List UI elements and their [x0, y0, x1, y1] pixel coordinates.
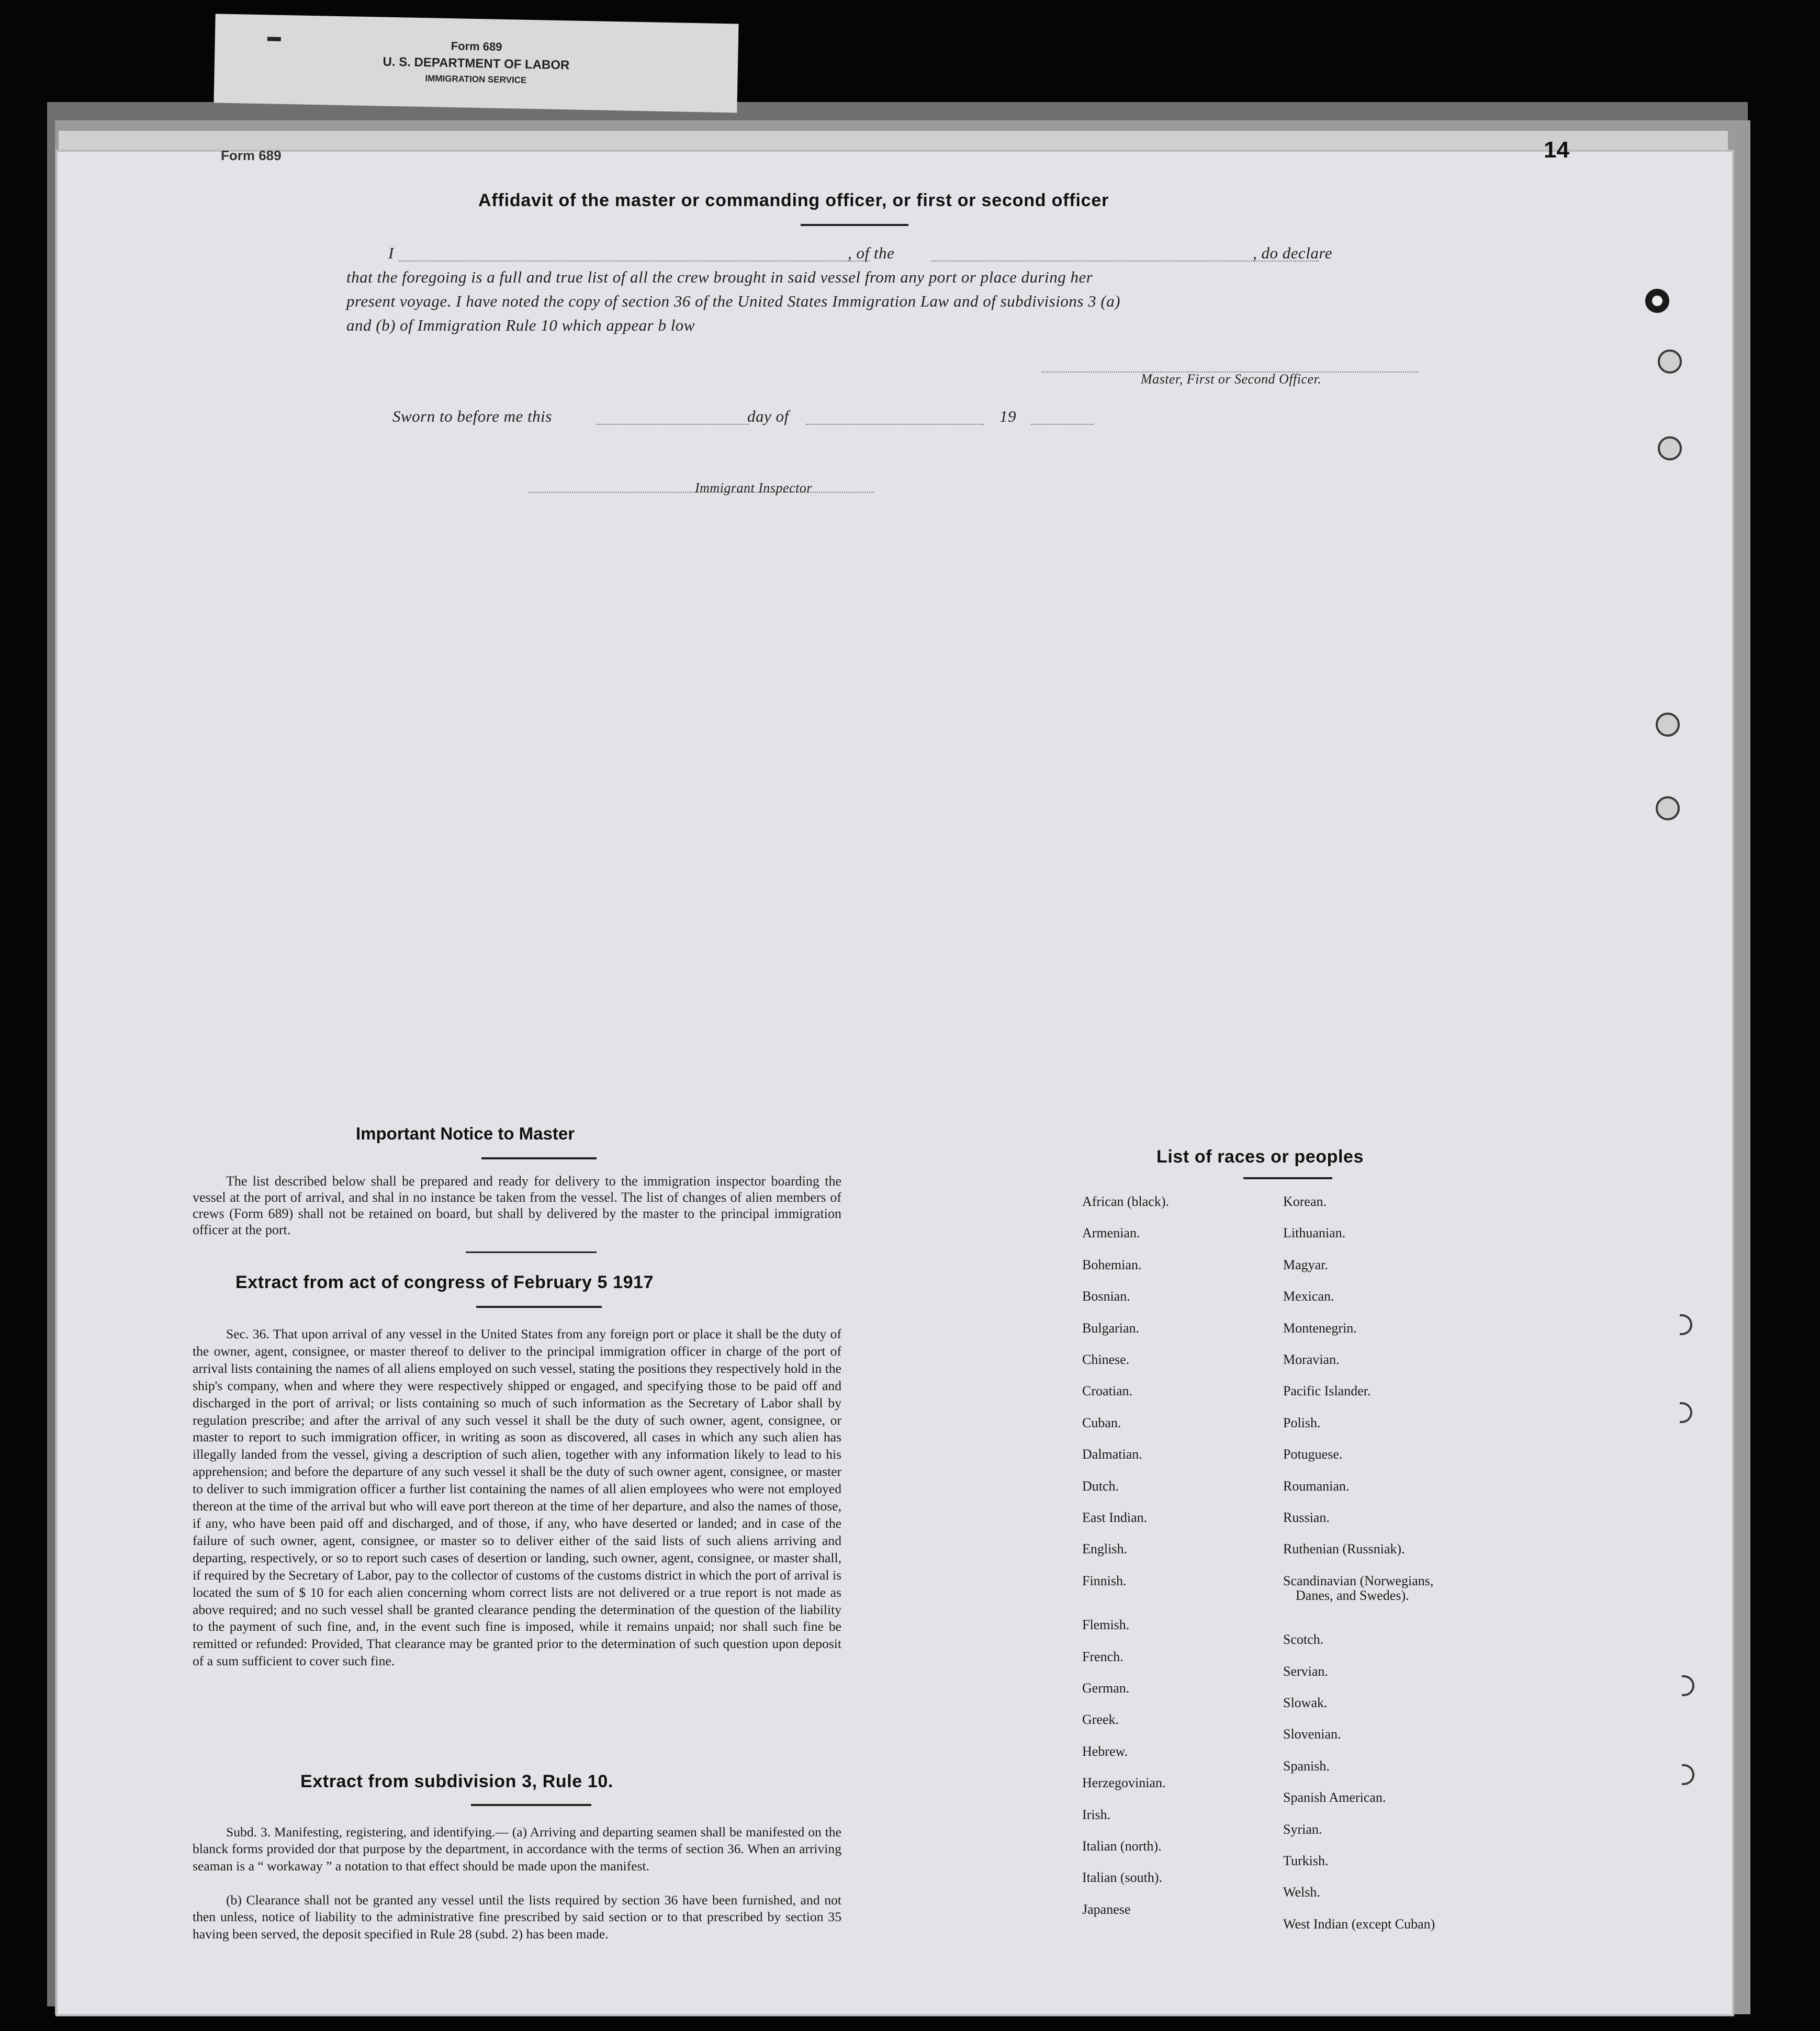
inspector-caption: Immigrant Inspector [695, 480, 812, 495]
punch-hole [1658, 436, 1682, 460]
race-item: Spanish American. [1283, 1790, 1386, 1806]
slip-form: Form 689 [451, 39, 502, 53]
race-item: Dutch. [1082, 1478, 1119, 1494]
race-item: Potuguese. [1283, 1447, 1343, 1462]
race-item: Dalmatian. [1082, 1447, 1142, 1462]
race-item: Pacific Islander. [1283, 1383, 1371, 1399]
races-title: List of races or peoples [1156, 1147, 1364, 1167]
race-item: Croatian. [1082, 1383, 1133, 1399]
sworn-month-blank[interactable] [806, 424, 984, 425]
form-number: Form 689 [221, 148, 282, 163]
race-item: Bohemian. [1082, 1257, 1142, 1272]
race-item: Armenian. [1082, 1225, 1140, 1241]
title-rule [801, 224, 908, 226]
act-rule [476, 1306, 602, 1308]
tab-notch [1682, 1764, 1694, 1785]
race-item: English. [1082, 1541, 1127, 1557]
race-item: Korean. [1283, 1194, 1327, 1209]
race-item: Russian. [1283, 1510, 1330, 1525]
affidavit-line-1: that the foregoing is a full and true list of all the crew brought in said vessel from any port or place during her [346, 268, 1093, 286]
race-item: Greek. [1082, 1712, 1119, 1728]
sworn-label: Sworn to before me this [392, 407, 552, 425]
day-of-label: day of [747, 407, 789, 425]
race-item: Irish. [1082, 1807, 1111, 1822]
affidavit-line-2: present voyage. I have noted the copy of section 36 of the United States Immigration Law and of subdivisions 3 (a) [346, 292, 1121, 310]
race-item: Roumanian. [1283, 1478, 1350, 1494]
act-text: Sec. 36. That upon arrival of any vessel in the United States from any foreign port or place it shall be the duty of the owner, agent, consignee, or master thereof to deliver to the principal immigration officer in charge of the port of arrival lists containing the names of all aliens employed on such vessel, stating the positions they respectively hold in the ship's company, when and where they were respectively shipped or engaged, and specifying those to be paid off and discharged in the port of arrival; or lists containing so much of such information as the Secretary of Labor shall by regulation prescribe; and after the arrival of any such vessel it shall be the duty of such owner, agent, consignee, or master to report to such immigration officer, in writing as soon as discovered, all cases in which any such alien has illegally landed from the vessel, giving a description of such alien, together with any information likely to lead to his apprehension; and before the departure of any such vessel it shall be the duty of such owner agent, consignee, or master to deliver to such immigration officer a further list containing the names of all alien employees who were not employed thereon at the time of the arrival but who will eave port thereon at the time of her departure, and also the names of those, if any, who have been paid off and discharged, and of those, if any, who have deserted or landed; and in case of the failure of such owner, agent, consignee, or master so to deliver either of the said lists of such aliens arriving and departing, respectively, or so to report such cases of desertion or landing, such owner, agent, consignee, or master shall, if required by the Secretary of Labor, pay to the collector of customs of the customs district in which the port of arrival is located the sum of $ 10 for each alien concerning whom correct lists are not delivered or a true report is not made as above required; and no such vessel shall be granted clearance pending the determination of the question of the liability to the payment of such fine, and, in the event such fine is imposed, while it remains unpaid; nor shall such fine be remitted or refunded: Provided, That clearance may be granted prior to the determination of such question upon deposit of a sum sufficient to cover such fine. [193, 1326, 841, 1669]
punch-hole [1656, 713, 1680, 737]
race-item: Herzegovinian. [1082, 1775, 1166, 1791]
race-item: French. [1082, 1649, 1124, 1664]
race-item: Slovenian. [1283, 1727, 1341, 1742]
race-item: Turkish. [1283, 1853, 1329, 1868]
affidavit-title: Affidavit of the master or commanding officer, or first or second officer [478, 190, 1109, 210]
race-item: Finnish. [1082, 1573, 1127, 1588]
act-title: Extract from act of congress of February 5 1917 [235, 1272, 654, 1292]
race-item: Chinese. [1082, 1352, 1130, 1367]
notice-bottom-rule [466, 1251, 597, 1253]
race-item: Moravian. [1283, 1352, 1340, 1367]
race-item: East Indian. [1082, 1510, 1148, 1525]
race-item: Bosnian. [1082, 1289, 1130, 1304]
corner-marks: 14 [1544, 137, 1569, 163]
race-item: Bulgarian. [1082, 1320, 1140, 1336]
affidavit-i: I [388, 244, 394, 262]
race-item: Welsh. [1283, 1885, 1320, 1900]
race-item: Japanese [1082, 1901, 1131, 1917]
sworn-day-blank[interactable] [597, 424, 748, 425]
race-item: Slowak. [1283, 1695, 1328, 1710]
affidavit-line-3: and (b) of Immigration Rule 10 which appear b low [346, 316, 695, 334]
race-item: Italian (south). [1082, 1870, 1163, 1886]
race-item: Spanish. [1283, 1758, 1330, 1774]
rule-para-b: (b) Clearance shall not be granted any vessel until the lists required by section 36 have been furnished, and not then unless, notice of liability to the administrative fine prescribed by said section or to that prescribed by section 35 having been served, the deposit specified in Rule 28 (subd. 2) has been made. [193, 1892, 841, 1942]
race-item: Montenegrin. [1283, 1320, 1357, 1336]
race-item: Mexican. [1283, 1289, 1334, 1304]
notice-text: The list described below shall be prepared and ready for delivery to the immigration inspector boarding the vessel at the port of arrival, and shal in no instance be taken from the vessel. The list of changes of alien members of crews (Form 689) shall not be retained on board, but shall by delivered by the master to the principal immigration officer at the port. [193, 1174, 841, 1237]
notice-rule [481, 1157, 597, 1159]
slip-service: IMMIGRATION SERVICE [425, 73, 527, 85]
name-blank[interactable] [399, 261, 870, 262]
signature-caption: Master, First or Second Officer. [1141, 371, 1322, 387]
affidavit-do-declare: , do declare [1253, 244, 1333, 262]
race-item: African (black). [1082, 1194, 1170, 1209]
document-page [58, 137, 1732, 2014]
race-item: Hebrew. [1082, 1743, 1128, 1759]
rule-underline [471, 1804, 591, 1806]
notice-title: Important Notice to Master [356, 1124, 575, 1143]
slip-mark [267, 37, 281, 41]
affidavit-of-the: , of the [848, 244, 895, 262]
tab-notch [1682, 1675, 1694, 1696]
race-item: Flemish. [1082, 1617, 1130, 1633]
race-item: Cuban. [1082, 1415, 1121, 1430]
punch-hole [1658, 349, 1682, 374]
punch-hole [1656, 796, 1680, 820]
race-item: Danes, and Swedes). [1296, 1587, 1409, 1603]
slip-department: U. S. DEPARTMENT OF LABOR [383, 54, 570, 73]
race-item: West Indian (except Cuban) [1283, 1916, 1435, 1932]
header-slip [214, 14, 738, 112]
race-item: Servian. [1283, 1663, 1328, 1679]
race-item: Italian (north). [1082, 1838, 1162, 1854]
race-item: Scotch. [1283, 1632, 1324, 1648]
race-item: Polish. [1283, 1415, 1321, 1430]
year-prefix: 19 [999, 407, 1016, 425]
race-item: Lithuanian. [1283, 1225, 1346, 1241]
race-item: Syrian. [1283, 1821, 1322, 1837]
rule-para-a: Subd. 3. Manifesting, registering, and identifying.— (a) Arriving and departing seamen shall be manifested on the blanck forms provided dor that purpose by the department, in accordance with the terms of section 36. When an arriving seaman is a “ workaway ” a notation to that effect should be made upon the manifest. [193, 1824, 841, 1874]
tab-notch [1680, 1402, 1692, 1423]
punch-hole [1645, 289, 1669, 313]
race-item: Magyar. [1283, 1257, 1328, 1272]
year-blank[interactable] [1031, 424, 1094, 425]
rule-title: Extract from subdivision 3, Rule 10. [300, 1772, 613, 1791]
tab-notch [1680, 1314, 1692, 1335]
races-rule [1243, 1177, 1332, 1179]
race-item: German. [1082, 1680, 1130, 1696]
race-item: Ruthenian (Russniak). [1283, 1541, 1405, 1557]
race-item: Scandinavian (Norwegians, [1283, 1573, 1434, 1588]
